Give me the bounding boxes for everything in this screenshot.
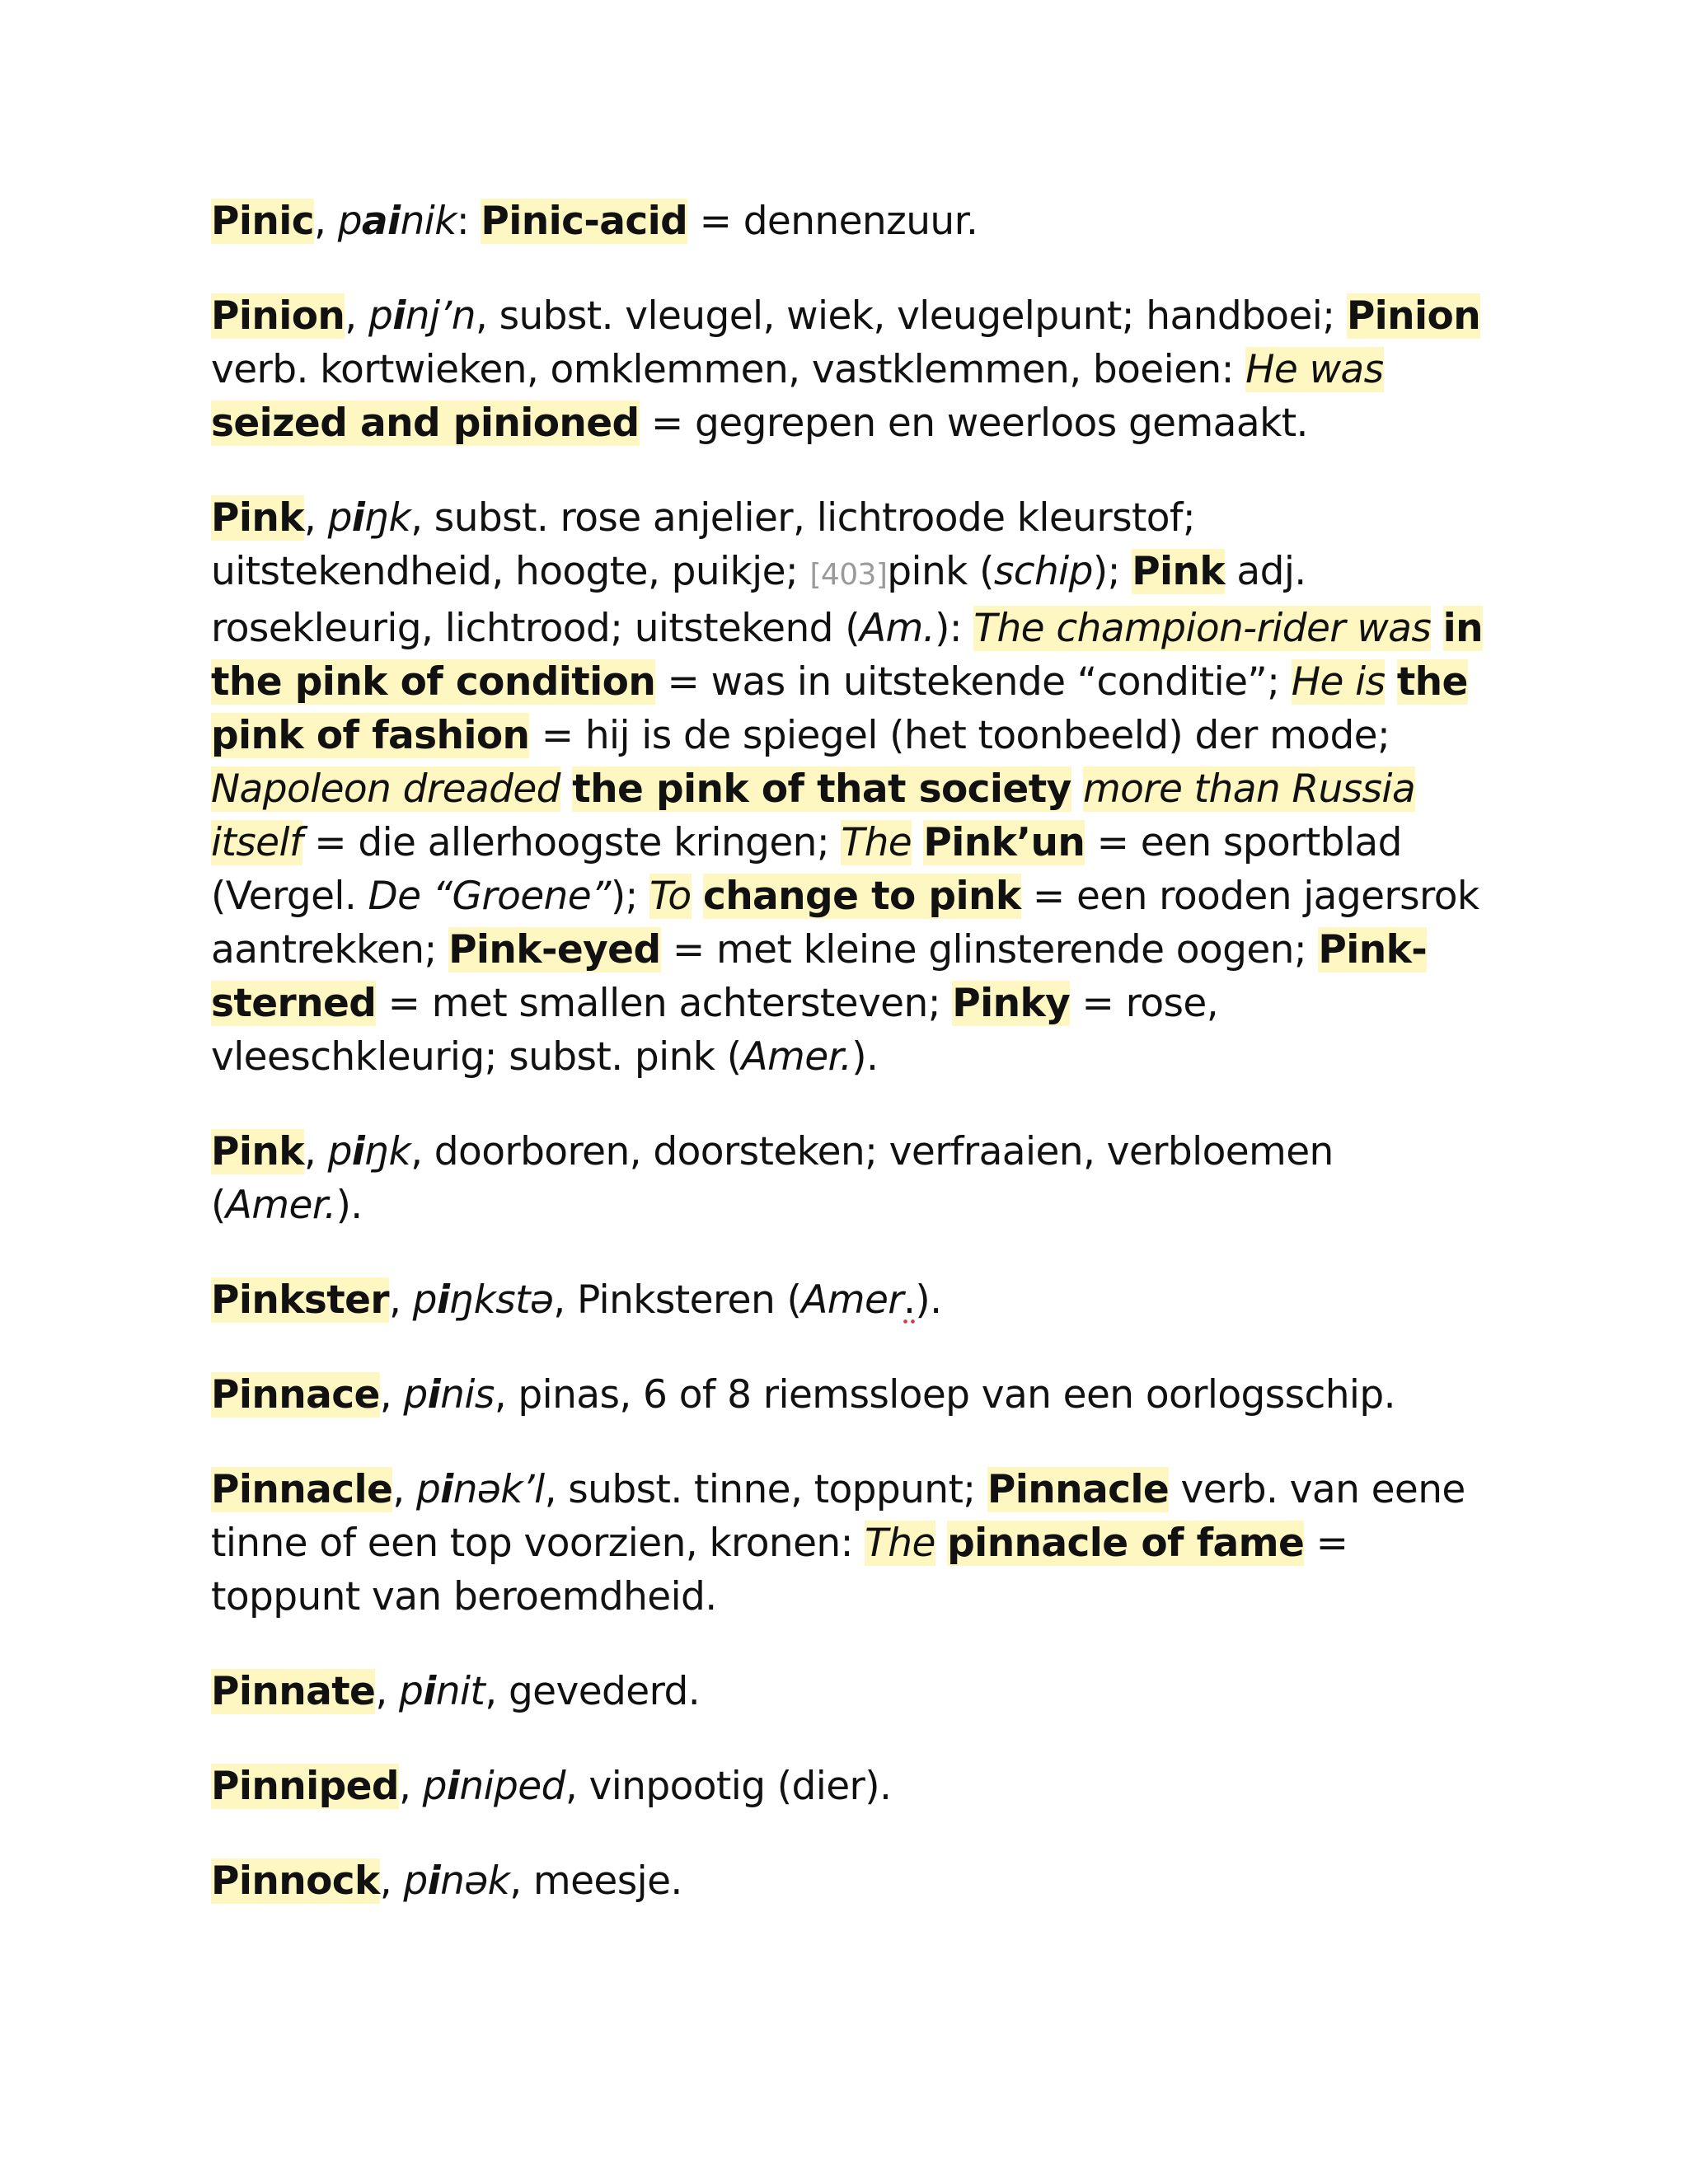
definition-text: = een rooden jagersrok aantrekken;	[211, 874, 1479, 972]
italic-note: De “Groene”	[368, 874, 611, 919]
headword: Pink	[1132, 549, 1226, 594]
pronunciation: nis	[440, 1372, 495, 1418]
pronunciation: p	[399, 1669, 424, 1714]
headword: Pinkster	[211, 1277, 389, 1323]
headword: Pinnace	[211, 1372, 380, 1418]
pronunciation: nit	[435, 1669, 485, 1714]
pronunciation: ŋk	[364, 1129, 411, 1174]
dictionary-entry	[211, 1665, 1489, 1718]
definition-text: = was in uitstekende “conditie”;	[655, 659, 1292, 705]
headword: Pinnacle	[211, 1467, 393, 1512]
pronunciation-stress: i	[427, 1372, 441, 1418]
headword: in the pink of condition	[211, 606, 1483, 705]
headword: Pink-eyed	[448, 927, 661, 972]
headword: Pink	[211, 1129, 304, 1174]
definition-text: , meesje.	[509, 1858, 682, 1904]
headword: change to pink	[702, 874, 1021, 919]
pronunciation: p	[337, 199, 362, 244]
pronunciation-stress: i	[446, 1764, 460, 1809]
definition-text: = rose, vleeschkleurig; subst. pink (	[211, 981, 1219, 1080]
pronunciation: nək’l	[452, 1467, 545, 1512]
dictionary-entry	[211, 1463, 1489, 1624]
definition-text	[935, 1521, 947, 1566]
definition-text: ,	[314, 199, 338, 244]
definition-text: verb. van eene tinne of een top voorzien, kronen:	[211, 1467, 1465, 1566]
pronunciation: p	[422, 1764, 447, 1809]
definition-text: = die allerhoogste kringen;	[302, 820, 842, 865]
definition-text: verb. kortwieken, omklemmen, vastklemmen, boeien:	[211, 347, 1246, 392]
pronunciation: p	[403, 1858, 428, 1904]
definition-text: , subst. vleugel, wiek, vleugelpunt; handboei;	[475, 293, 1347, 339]
definition-text	[1385, 659, 1396, 705]
pronunciation: niped	[459, 1764, 565, 1809]
headword: seized and pinioned	[211, 401, 640, 446]
headword: Pink-sterned	[211, 927, 1428, 1026]
headword: Pinion	[211, 293, 345, 339]
definition-text: ,	[379, 1858, 404, 1904]
headword: Pink’un	[923, 820, 1085, 865]
dictionary-entry	[211, 289, 1489, 450]
pronunciation: p	[327, 1129, 352, 1174]
example-phrase: Napoleon dreaded	[211, 766, 560, 812]
definition-text: ,	[375, 1669, 400, 1714]
pronunciation: ŋk	[364, 495, 411, 541]
definition-text: = hij is de spiegel (het toonbeeld) der mode;	[529, 713, 1390, 758]
definition-text: );	[1092, 549, 1132, 594]
definition-text: pink (	[887, 549, 994, 594]
italic-note: Amer.	[741, 1034, 852, 1080]
italic-note: Amer.	[225, 1183, 336, 1228]
definition-text: , vinpootig (dier).	[565, 1764, 892, 1809]
pronunciation-stress: i	[440, 1467, 453, 1512]
definition-text: , doorboren, doorsteken; verfraaien, verbloemen (	[211, 1129, 1334, 1228]
definition-text	[912, 820, 923, 865]
definition-text: :	[456, 199, 481, 244]
dictionary-entry	[211, 1273, 1489, 1327]
italic-note: schip	[993, 549, 1093, 594]
dictionary-entry	[211, 491, 1489, 1084]
dictionary-entry	[211, 1760, 1489, 1813]
definition-text	[1431, 606, 1442, 651]
headword: Pinnock	[211, 1858, 380, 1904]
example-phrase: more than Russia itself	[211, 766, 1416, 865]
definition-text: ):	[935, 606, 974, 651]
definition-text: , gevederd.	[485, 1669, 701, 1714]
headword: Pinic	[211, 199, 314, 244]
definition-text: ,	[398, 1764, 423, 1809]
example-phrase: He is	[1291, 659, 1386, 705]
headword: the pink of fashion	[211, 659, 1468, 758]
pronunciation-stress: ai	[361, 199, 401, 244]
pronunciation-stress: i	[392, 293, 406, 339]
headword: the pink of that society	[572, 766, 1071, 812]
definition-text: = een sportblad (Vergel.	[211, 820, 1402, 919]
definition-text: = toppunt van beroemdheid.	[211, 1521, 1348, 1619]
definition-text: = met kleine glinsterende oogen;	[660, 927, 1319, 972]
example-phrase: The	[865, 1521, 935, 1566]
pronunciation: p	[412, 1277, 437, 1323]
definition-text: , pinas, 6 of 8 riemssloep van een oorlogsschip.	[494, 1372, 1395, 1418]
pronunciation-stress: i	[427, 1858, 441, 1904]
definition-text: , subst. rose anjelier, lichtroode kleurstof; uitstekendheid, hoogte, puikje;	[211, 495, 1196, 594]
spell-mark: .	[903, 1277, 916, 1323]
pronunciation-stress: i	[436, 1277, 450, 1323]
definition-text: ,	[379, 1372, 404, 1418]
example-phrase: To	[649, 874, 692, 919]
definition-text: ,	[392, 1467, 416, 1512]
definition-text	[692, 874, 703, 919]
definition-text: ).	[335, 1183, 363, 1228]
definition-text: ).	[915, 1277, 942, 1323]
italic-note: Amer	[801, 1277, 904, 1323]
definition-text: ,	[345, 293, 368, 339]
definition-text: ,	[303, 1129, 328, 1174]
headword: Pinnate	[211, 1669, 376, 1714]
headword: Pinky	[952, 981, 1071, 1026]
definition-text: , subst. tinne, toppunt;	[544, 1467, 987, 1512]
italic-note: Am.	[859, 606, 935, 651]
pronunciation: nik	[400, 199, 457, 244]
example-phrase: The champion-rider was	[973, 606, 1432, 651]
definition-text	[1071, 766, 1083, 812]
pronunciation: ŋkstə	[449, 1277, 554, 1323]
pronunciation: p	[415, 1467, 441, 1512]
dictionary-entry	[211, 1368, 1489, 1422]
definition-text: );	[610, 874, 650, 919]
definition-text: = met smallen achtersteven;	[376, 981, 953, 1026]
definition-text: ,	[388, 1277, 413, 1323]
pronunciation: nj’n	[405, 293, 476, 339]
dictionary-page	[211, 194, 1489, 1949]
example-phrase: The	[841, 820, 912, 865]
dictionary-entry	[211, 194, 1489, 248]
headword: Pinnacle	[987, 1467, 1170, 1512]
pronunciation-stress: i	[351, 1129, 365, 1174]
definition-text: = gegrepen en weerloos gemaakt.	[639, 401, 1308, 446]
definition-text: = dennenzuur.	[687, 199, 978, 244]
pronunciation: p	[403, 1372, 428, 1418]
example-phrase: He was	[1245, 347, 1384, 392]
headword: Pinic-acid	[481, 199, 688, 244]
headword: pinnacle of fame	[947, 1521, 1305, 1566]
dictionary-entry	[211, 1854, 1489, 1908]
definition-text: ,	[303, 495, 328, 541]
pronunciation-stress: i	[423, 1669, 436, 1714]
headword: Pinion	[1346, 293, 1481, 339]
pronunciation: p	[327, 495, 352, 541]
definition-text: , Pinksteren (	[553, 1277, 802, 1323]
definition-text: ).	[851, 1034, 879, 1080]
definition-text: adj. rosekleurig, lichtrood; uitstekend (	[211, 549, 1306, 651]
dictionary-entry	[211, 1125, 1489, 1232]
pronunciation: nək	[440, 1858, 510, 1904]
headword: Pinniped	[211, 1764, 399, 1809]
headword: Pink	[211, 495, 304, 541]
definition-text	[560, 766, 572, 812]
page-number: [403]	[809, 558, 888, 592]
pronunciation: p	[368, 293, 393, 339]
pronunciation-stress: i	[351, 495, 365, 541]
